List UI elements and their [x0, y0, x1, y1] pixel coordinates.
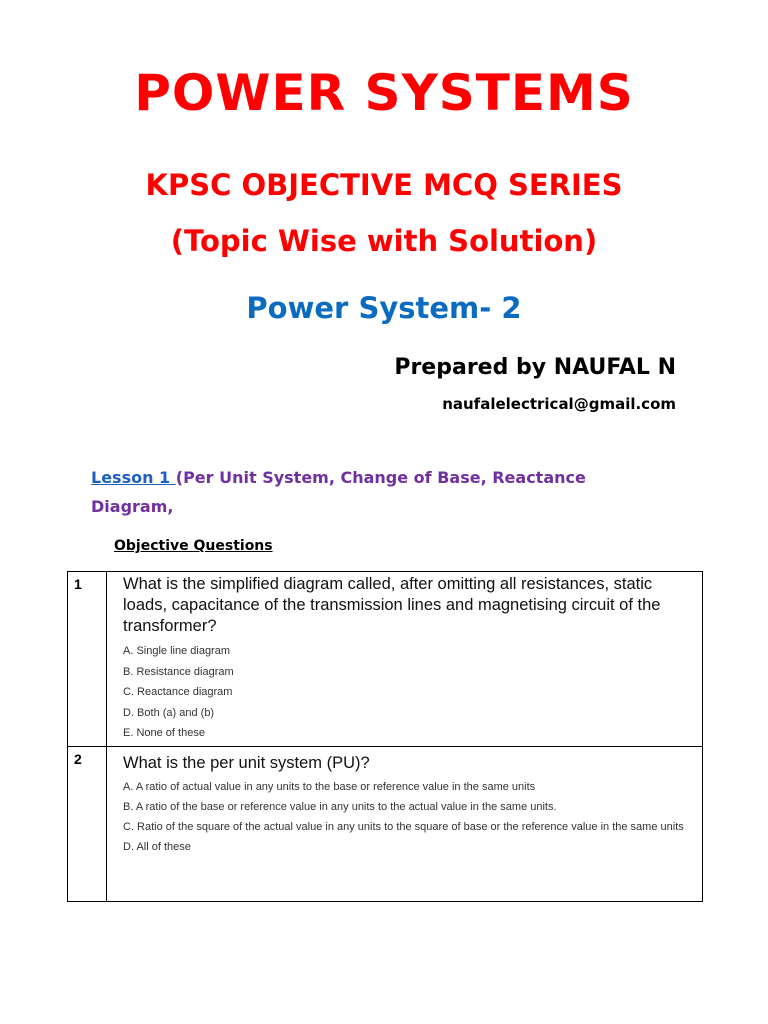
option-item: C. Reactance diagram [123, 686, 233, 698]
series-subtitle: KPSC OBJECTIVE MCQ SERIES [145, 168, 623, 202]
part-title: Power System- 2 [246, 291, 522, 325]
question-text: What is the simplified diagram called, after omitting all resistances, static loads, capacitance of the transmission lines and magnetising circuit of the transformer? [123, 575, 661, 635]
option-item: B. A ratio of the base or reference value in any units to the actual value in the same units. [123, 801, 557, 813]
document-title: POWER SYSTEMS [134, 64, 634, 122]
lesson-topics: (Per Unit System, Change of Base, Reactance Diagram, [91, 468, 586, 516]
option-item: D. All of these [123, 841, 191, 853]
author-line: Prepared by NAUFAL N [394, 355, 676, 380]
author-email: naufalelectrical@gmail.com [442, 395, 676, 413]
option-item: C. Ratio of the square of the actual value in any units to the square of base or the reference value in the same units [123, 821, 684, 833]
option-item: D. Both (a) and (b) [123, 706, 215, 719]
question-number: 2 [68, 747, 107, 902]
question-cell [107, 572, 703, 747]
question-text: What is the per unit system (PU)? [123, 754, 370, 772]
question-row [68, 572, 703, 747]
lesson-number: Lesson 1 [91, 468, 176, 487]
question-row [68, 747, 703, 902]
lesson-heading [91, 463, 651, 521]
question-cell [107, 747, 703, 902]
topic-subtitle: (Topic Wise with Solution) [170, 224, 598, 258]
option-item: A. A ratio of actual value in any units to the base or reference value in the same units [123, 781, 536, 793]
option-item: A. Single line diagram [123, 645, 231, 657]
option-item: B. Resistance diagram [123, 665, 234, 678]
questions-table [67, 571, 703, 902]
option-item: E. None of these [123, 727, 205, 739]
question-number: 1 [68, 572, 107, 747]
objective-questions-heading: Objective Questions [114, 538, 273, 554]
